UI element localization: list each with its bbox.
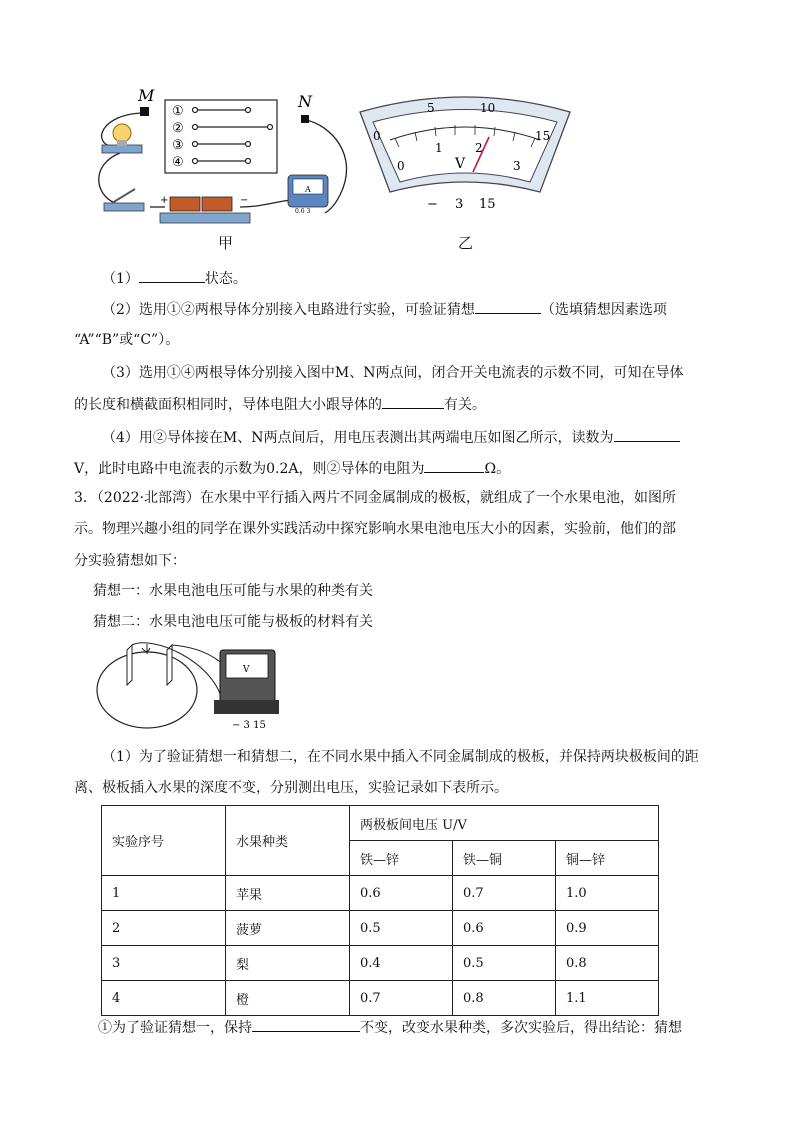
voltmeter-unit: V	[455, 156, 466, 172]
terminal-3: 3	[455, 197, 464, 212]
answer-blank[interactable]	[475, 299, 541, 314]
question-2-line2: “A”“B”或“C”）。	[74, 332, 180, 348]
question-3-line2: 的长度和横截面积相同时，导体电阻大小跟导体的 有关。	[74, 394, 486, 415]
header-fe-cu: 铁—铜	[453, 841, 556, 876]
header-cu-zn: 铜—锌	[556, 841, 659, 876]
answer-blank[interactable]	[139, 268, 205, 283]
question-3: （3）选用①④两根导体分别接入图中M、N两点间，闭合开关电流表的示数不同，可知在导体	[102, 365, 684, 381]
ammeter-terminals: 0.6 3	[295, 208, 311, 215]
fruit-meter-label: V	[243, 665, 250, 675]
question-2: （2）选用①②两根导体分别接入电路进行实验，可验证猜想 （选填猜想因素选项	[102, 299, 667, 320]
upper-scale-5: 5	[427, 101, 435, 115]
header-index: 实验序号	[102, 806, 226, 876]
battery-minus-label: −	[240, 195, 249, 206]
guess-1: 猜想一：水果电池电压可能与水果的种类有关	[93, 583, 373, 599]
question-4: （4）用②导体接在M、N两点间后，用电压表测出其两端电压如图乙所示，读数为	[102, 427, 680, 448]
lower-scale-1: 1	[435, 141, 443, 155]
lower-scale-0: 0	[397, 159, 405, 173]
circuit-diagram	[90, 85, 380, 255]
header-voltage-group: 两极板间电压 U/V	[350, 806, 659, 841]
point-n-label: N	[298, 92, 312, 111]
table-row: 4 橙 0.7 0.8 1.1	[102, 981, 659, 1016]
wire-2-label: ②	[172, 121, 184, 136]
voltage-table	[101, 805, 659, 1016]
terminal-minus: −	[427, 197, 438, 212]
terminal-15: 15	[479, 197, 496, 212]
guess-2: 猜想二：水果电池电压可能与极板的材料有关	[93, 614, 373, 630]
upper-scale-15: 15	[535, 129, 551, 143]
fruit-battery-diagram	[92, 640, 292, 735]
table-row: 3 梨 0.4 0.5 0.8	[102, 946, 659, 981]
question-last: ①为了验证猜想一，保持 不变，改变水果种类，多次实验后，得出结论：猜想	[98, 1017, 682, 1038]
question-1: （1） 状态。	[102, 268, 247, 289]
problem-3-line3: 分实验猜想如下：	[74, 553, 186, 569]
question-3-1-line2: 离、极板插入水果的深度不变，分别测出电压，实验记录如下表所示。	[74, 780, 508, 796]
problem-3-line1: 3．（2022·北部湾）在水果中平行插入两片不同金属制成的极板，就组成了一个水果电池，如图所	[74, 490, 676, 506]
figure-caption-yi: 乙	[458, 234, 474, 252]
answer-blank[interactable]	[614, 427, 680, 442]
battery-plus-label: +	[160, 195, 169, 206]
upper-scale-0: 0	[373, 129, 381, 143]
figure-caption-jia: 甲	[218, 234, 234, 252]
lower-scale-2: 2	[475, 141, 483, 155]
table-row: 1 苹果 0.6 0.7 1.0	[102, 876, 659, 911]
problem-3-line2: 示。物理兴趣小组的同学在课外实践活动中探究影响水果电池电压大小的因素，实验前，他们的部	[74, 521, 676, 537]
wire-3-label: ③	[172, 138, 184, 153]
answer-blank[interactable]	[252, 1017, 360, 1032]
wire-4-label: ④	[172, 155, 184, 170]
question-3-1-line1: （1）为了验证猜想一和猜想二，在不同水果中插入不同金属制成的极板，并保持两块极板间的距	[102, 749, 699, 765]
voltmeter-dial	[355, 92, 575, 222]
fruit-meter-terminals: − 3 15	[232, 720, 266, 731]
header-fe-zn: 铁—锌	[350, 841, 453, 876]
header-fruit: 水果种类	[226, 806, 350, 876]
answer-blank[interactable]	[382, 394, 444, 409]
point-m-label: M	[138, 86, 155, 105]
upper-scale-10: 10	[480, 101, 496, 115]
ammeter-label: A	[305, 185, 311, 194]
answer-blank[interactable]	[424, 458, 484, 473]
wire-1-label: ①	[172, 104, 184, 119]
question-4-line2: V，此时电路中电流表的示数为0.2A，则②导体的电阻为 Ω。	[74, 458, 510, 479]
lower-scale-3: 3	[513, 159, 521, 173]
table-row: 2 菠萝 0.5 0.6 0.9	[102, 911, 659, 946]
